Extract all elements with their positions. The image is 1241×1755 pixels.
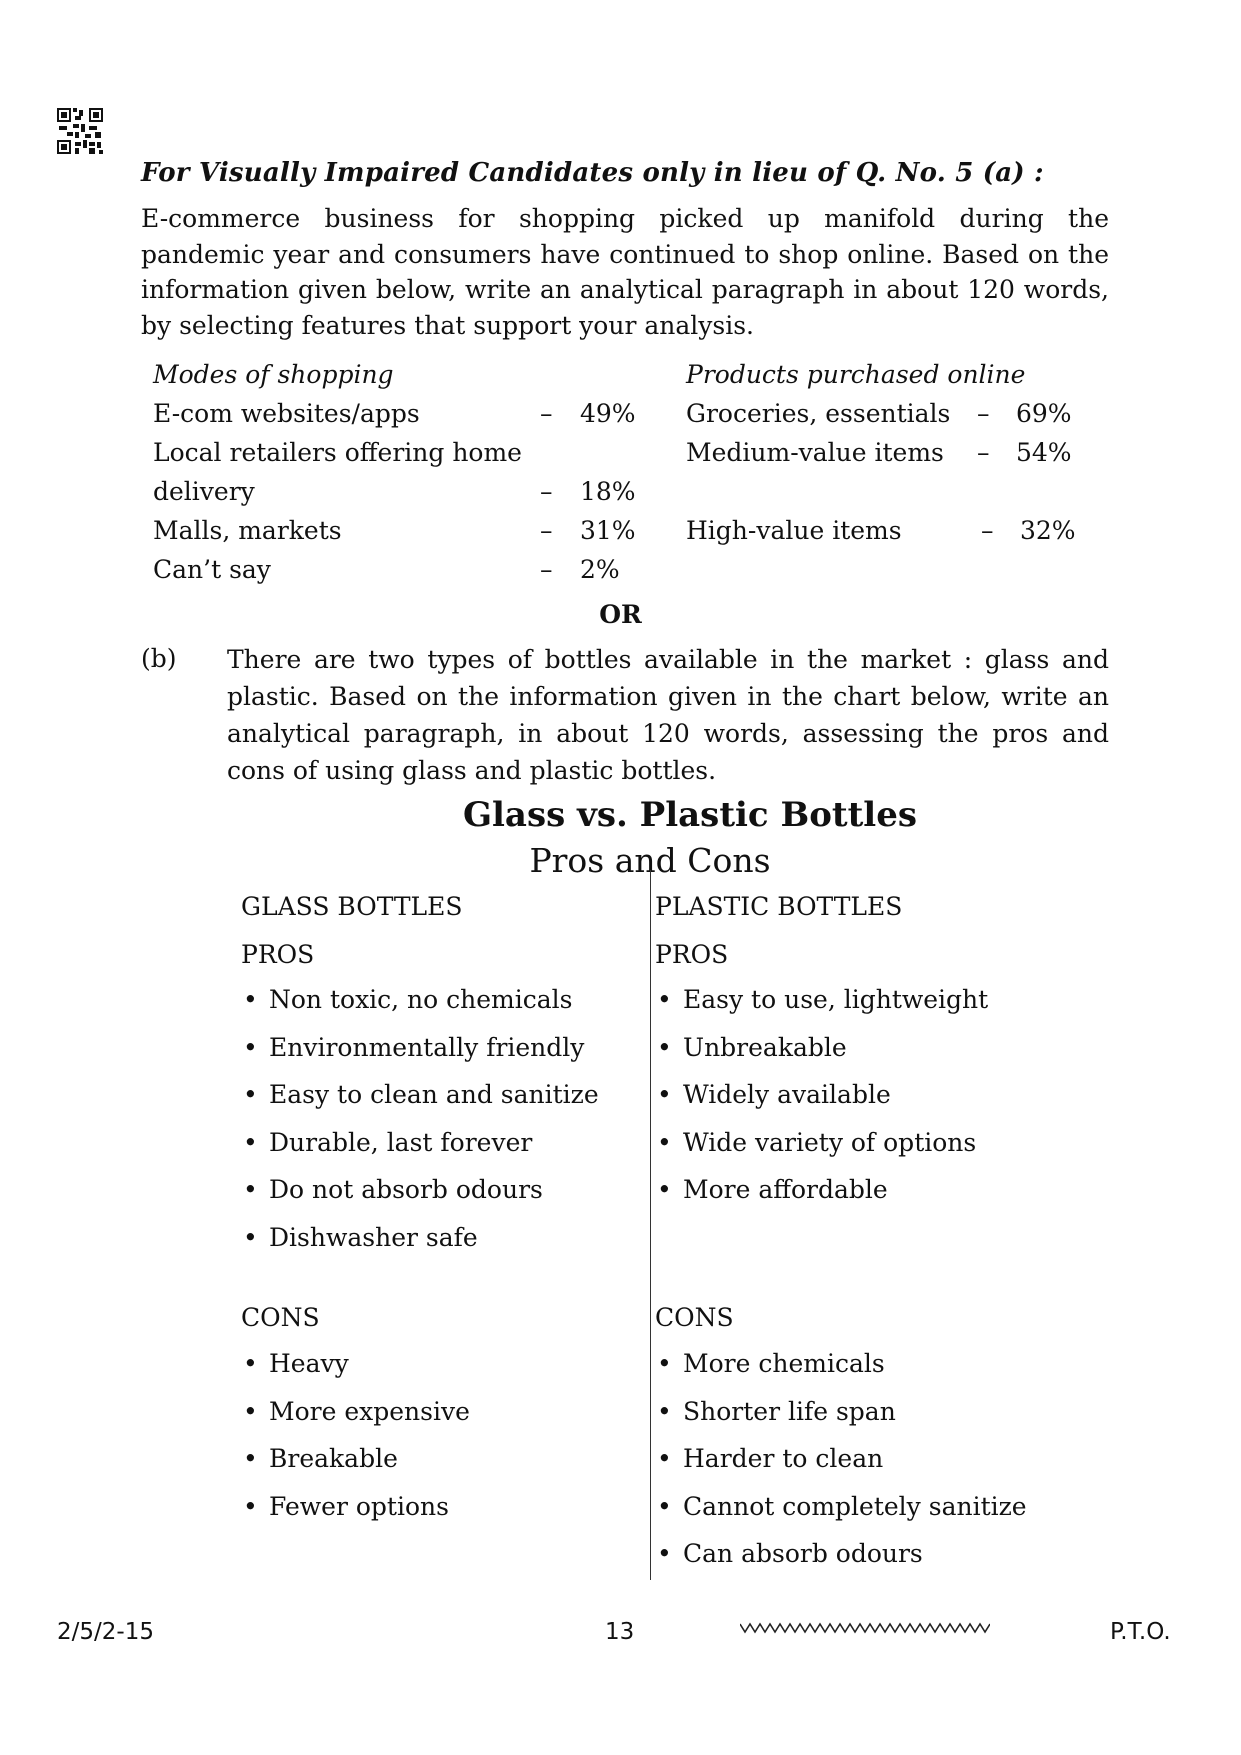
- products-row-value: 32%: [1020, 516, 1076, 545]
- products-title: Products purchased online: [686, 360, 1026, 389]
- glass-pros-list: [241, 976, 599, 1261]
- modes-row-value: 49%: [580, 399, 636, 428]
- squiggle-line-icon: [740, 1620, 990, 1636]
- list-item: • Heavy: [241, 1340, 470, 1388]
- list-item: • More chemicals: [655, 1340, 1027, 1388]
- question-b-label: (b): [141, 644, 177, 673]
- list-item: • Widely available: [655, 1071, 988, 1119]
- glass-pros-label: PROS: [241, 940, 315, 969]
- list-item: • Can absorb odours: [655, 1530, 1027, 1578]
- list-item: • Non toxic, no chemicals: [241, 976, 599, 1024]
- plastic-cons-list: [655, 1340, 1027, 1578]
- page-number: 13: [605, 1619, 635, 1645]
- list-item: • Breakable: [241, 1435, 470, 1483]
- list-item: • Easy to use, lightweight: [655, 976, 988, 1024]
- products-row-label: High-value items: [686, 516, 902, 545]
- plastic-cons-label: CONS: [655, 1303, 734, 1332]
- list-item: • Unbreakable: [655, 1024, 988, 1072]
- plastic-pros-list: [655, 976, 988, 1214]
- products-row-dash: –: [977, 399, 990, 428]
- modes-row-label: E-com websites/apps: [153, 399, 420, 428]
- chart-title: Glass vs. Plastic Bottles: [462, 795, 917, 835]
- or-separator: OR: [599, 600, 642, 629]
- qr-code-icon: [57, 108, 103, 154]
- glass-heading: GLASS BOTTLES: [241, 892, 463, 921]
- plastic-heading: PLASTIC BOTTLES: [655, 892, 903, 921]
- modes-row-label: Local retailers offering home: [153, 438, 522, 467]
- list-item: • Cannot completely sanitize: [655, 1483, 1027, 1531]
- plastic-pros-label: PROS: [655, 940, 729, 969]
- list-item: • Dishwasher safe: [241, 1214, 599, 1262]
- products-row-value: 69%: [1016, 399, 1072, 428]
- list-item: • Wide variety of options: [655, 1119, 988, 1167]
- list-item: • Durable, last forever: [241, 1119, 599, 1167]
- modes-row-dash: –: [540, 477, 553, 506]
- list-item: • Environmentally friendly: [241, 1024, 599, 1072]
- modes-title: Modes of shopping: [153, 360, 394, 389]
- modes-row-label: delivery: [153, 477, 255, 506]
- list-item: • Harder to clean: [655, 1435, 1027, 1483]
- modes-row-dash: –: [540, 555, 553, 584]
- vi-heading: For Visually Impaired Candidates only in lieu of Q. No. 5 (a) :: [141, 158, 1044, 188]
- pto-label: P.T.O.: [1110, 1619, 1171, 1645]
- paper-code: 2/5/2-15: [57, 1619, 154, 1645]
- chart-subtitle: Pros and Cons: [529, 841, 771, 880]
- list-item: • Shorter life span: [655, 1388, 1027, 1436]
- list-item: • More affordable: [655, 1166, 988, 1214]
- column-divider: [650, 870, 651, 1580]
- products-row-label: Groceries, essentials: [686, 399, 951, 428]
- question-b-text: There are two types of bottles available in the market : glass and plastic. Based on the information given in the chart below, write an analytical paragraph, in about 120 words, assessing the pros and cons of using glass and plastic bottles.: [227, 645, 1109, 785]
- glass-cons-list: [241, 1340, 470, 1530]
- products-row-dash: –: [977, 438, 990, 467]
- products-row-value: 54%: [1016, 438, 1072, 467]
- products-row-label: Medium-value items: [686, 438, 944, 467]
- modes-row-label: Malls, markets: [153, 516, 342, 545]
- list-item: • Fewer options: [241, 1483, 470, 1531]
- products-row-dash: –: [981, 516, 994, 545]
- vi-paragraph: E-commerce business for shopping picked up manifold during the pandemic year and consumers have continued to shop online. Based on the information given below, write an analytical paragraph in about 120 words, by selecting features that support your analysis.: [141, 204, 1109, 340]
- modes-row-dash: –: [540, 399, 553, 428]
- modes-row-value: 2%: [580, 555, 620, 584]
- modes-row-label: Can’t say: [153, 555, 271, 584]
- glass-cons-label: CONS: [241, 1303, 320, 1332]
- list-item: • Do not absorb odours: [241, 1166, 599, 1214]
- modes-row-dash: –: [540, 516, 553, 545]
- modes-row-value: 18%: [580, 477, 636, 506]
- modes-row-value: 31%: [580, 516, 636, 545]
- list-item: • Easy to clean and sanitize: [241, 1071, 599, 1119]
- list-item: • More expensive: [241, 1388, 470, 1436]
